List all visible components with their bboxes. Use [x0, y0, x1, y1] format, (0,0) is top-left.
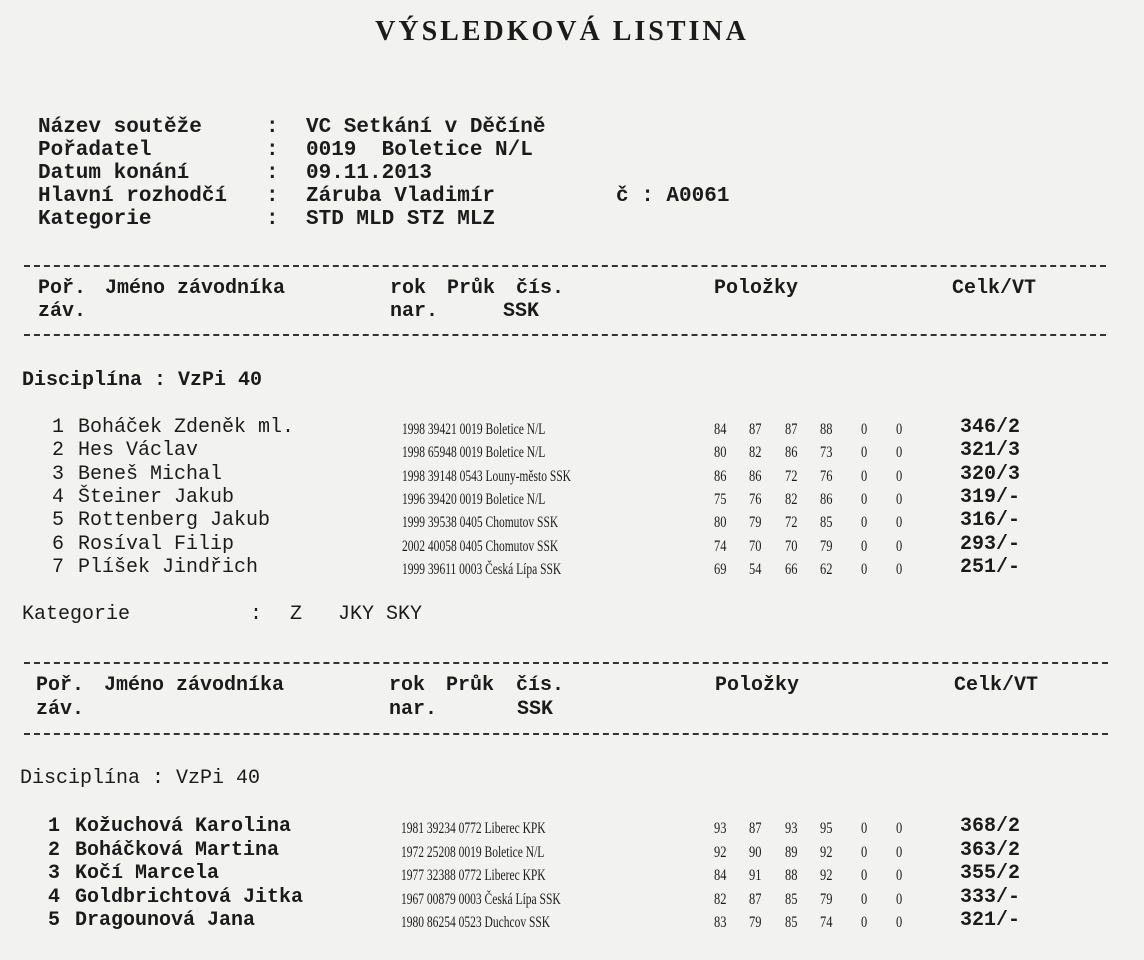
- header-label: Pořadatel: [38, 139, 152, 162]
- score-item: 83: [714, 914, 727, 931]
- score-item: 54: [749, 560, 762, 578]
- score-item: 85: [785, 914, 798, 931]
- score-item: 0: [896, 467, 903, 485]
- col-ssk: SSK: [503, 300, 540, 323]
- total-score: 368/2: [960, 815, 1021, 838]
- document-title: VÝSLEDKOVÁ LISTINA: [375, 16, 749, 47]
- score-item: 0: [896, 514, 903, 532]
- score-item: 79: [820, 890, 833, 908]
- score-item: 87: [749, 421, 762, 438]
- header-value: 09.11.2013: [306, 162, 433, 185]
- score-item: 80: [714, 444, 727, 462]
- score-item: 74: [820, 914, 833, 931]
- col-celk: Celk/VT: [952, 277, 1037, 300]
- competitor-name: Dragounová Jana: [75, 909, 256, 932]
- score-item: 92: [820, 867, 833, 884]
- score-item: 62: [820, 560, 833, 578]
- result-row: [0, 815, 1100, 838]
- col-jmeno: Jméno závodníka: [105, 277, 286, 300]
- col-por: Poř.: [38, 277, 87, 300]
- score-item: 74: [714, 537, 727, 555]
- col-nar: nar.: [389, 698, 438, 721]
- result-row: [0, 556, 1100, 579]
- score-item: 0: [861, 867, 868, 884]
- col-zav: záv.: [38, 300, 87, 323]
- col-celk: Celk/VT: [954, 674, 1039, 697]
- score-item: 70: [749, 537, 762, 555]
- score-item: 0: [861, 537, 868, 555]
- total-score: 363/2: [960, 838, 1021, 862]
- col-por: Poř.: [36, 674, 85, 697]
- score-item: 72: [785, 467, 798, 485]
- competitor-name: Šteiner Jakub: [78, 485, 235, 509]
- result-row: [0, 463, 1100, 486]
- competitor-name: Plíšek Jindřich: [78, 555, 259, 579]
- header-sep: :: [266, 116, 279, 139]
- score-item: 0: [896, 843, 903, 861]
- competitor-name: Boháčková Martina: [75, 838, 280, 862]
- header-label: Datum konání: [38, 162, 190, 185]
- score-item: 82: [749, 444, 762, 462]
- competitor-name: Beneš Michal: [78, 462, 223, 486]
- header-label: Kategorie: [38, 208, 152, 231]
- score-item: 0: [896, 444, 903, 462]
- col-rok: rok: [390, 277, 427, 300]
- rank: 3: [48, 862, 61, 885]
- col-rok: rok: [389, 674, 426, 697]
- competitor-info: 1999 39611 0003 Česká Lípa SSK: [402, 560, 562, 578]
- score-item: 75: [714, 490, 727, 508]
- result-row: [0, 839, 1100, 862]
- discipline-heading: Disciplína : VzPi 40: [20, 767, 261, 790]
- dashed-divider: [24, 334, 1106, 336]
- competitor-name: Hes Václav: [78, 439, 199, 463]
- header-label: Název soutěže: [38, 116, 202, 139]
- score-item: 86: [714, 467, 727, 485]
- score-item: 88: [785, 867, 798, 884]
- col-pruk: Průk: [447, 277, 496, 300]
- score-item: 0: [896, 421, 903, 438]
- rank: 1: [52, 416, 65, 439]
- rank: 4: [48, 885, 61, 909]
- score-item: 86: [749, 467, 762, 485]
- competitor-info: 1998 39421 0019 Boletice N/L: [402, 421, 546, 438]
- total-score: 316/-: [960, 509, 1021, 533]
- score-item: 0: [861, 560, 868, 578]
- rank: 1: [48, 815, 61, 838]
- category-value: Z JKY SKY: [290, 603, 423, 626]
- score-item: 85: [820, 514, 833, 532]
- result-row: [0, 533, 1100, 556]
- score-item: 0: [896, 914, 903, 931]
- score-item: 89: [785, 843, 798, 861]
- score-item: 79: [820, 537, 833, 555]
- competitor-name: Boháček Zdeněk ml.: [78, 416, 295, 439]
- score-item: 92: [820, 843, 833, 861]
- rank: 6: [52, 532, 65, 556]
- dashed-divider: [24, 265, 1106, 267]
- header-sep: :: [266, 162, 279, 185]
- score-item: 0: [896, 560, 903, 578]
- score-item: 88: [820, 421, 833, 438]
- col-polozky: Položky: [714, 277, 799, 300]
- score-item: 72: [785, 514, 798, 532]
- result-row: [0, 416, 1100, 439]
- score-item: 0: [861, 490, 868, 508]
- score-item: 69: [714, 560, 727, 578]
- col-cis: čís.: [516, 277, 565, 300]
- score-item: 86: [785, 444, 798, 462]
- score-item: 80: [714, 514, 727, 532]
- score-item: 0: [861, 514, 868, 532]
- score-item: 73: [820, 444, 833, 462]
- col-cis: čís.: [516, 674, 565, 697]
- header-value: STD MLD STZ MLZ: [306, 208, 496, 231]
- discipline-heading: Disciplína : VzPi 40: [22, 369, 263, 392]
- score-item: 70: [785, 537, 798, 555]
- header-value: VC Setkání v Děčíně: [306, 116, 546, 139]
- score-item: 76: [820, 467, 833, 485]
- score-item: 82: [714, 890, 727, 908]
- competitor-name: Goldbrichtová Jitka: [75, 885, 304, 909]
- col-pruk: Průk: [446, 674, 495, 697]
- score-item: 0: [861, 890, 868, 908]
- score-item: 82: [785, 490, 798, 508]
- score-item: 90: [749, 843, 762, 861]
- score-item: 84: [714, 421, 727, 438]
- competitor-info: 1972 25208 0019 Boletice N/L: [401, 843, 545, 861]
- total-score: 321/3: [960, 439, 1021, 463]
- score-item: 0: [896, 490, 903, 508]
- score-item: 95: [820, 820, 833, 837]
- score-item: 0: [861, 843, 868, 861]
- rank: 4: [52, 485, 65, 509]
- score-item: 87: [785, 421, 798, 438]
- total-score: 333/-: [960, 885, 1021, 909]
- category-label: Kategorie: [22, 603, 131, 626]
- dashed-divider: [24, 733, 1108, 735]
- competitor-info: 1981 39234 0772 Liberec KPK: [401, 820, 546, 837]
- score-item: 0: [861, 421, 868, 438]
- score-item: 92: [714, 843, 727, 861]
- header-sep: :: [266, 139, 279, 162]
- referee-number: č : A0061: [616, 185, 730, 208]
- rank: 2: [48, 838, 61, 862]
- rank: 5: [48, 909, 61, 932]
- col-ssk: SSK: [517, 698, 554, 721]
- competitor-info: 1977 32388 0772 Liberec KPK: [401, 867, 546, 884]
- total-score: 320/3: [960, 462, 1021, 486]
- header-sep: :: [266, 185, 279, 208]
- result-row: [0, 886, 1100, 909]
- competitor-name: Kožuchová Karolina: [75, 815, 292, 838]
- total-score: 319/-: [960, 485, 1021, 509]
- header-label: Hlavní rozhodčí: [38, 185, 228, 208]
- score-item: 0: [861, 444, 868, 462]
- category-sep: :: [250, 603, 263, 626]
- total-score: 293/-: [960, 532, 1021, 556]
- result-row: [0, 909, 1100, 932]
- score-item: 79: [749, 914, 762, 931]
- competitor-name: Kočí Marcela: [75, 862, 220, 885]
- total-score: 355/2: [960, 862, 1021, 885]
- competitor-info: 1998 39148 0543 Louny-město SSK: [402, 467, 571, 485]
- competitor-name: Rosíval Filip: [78, 532, 235, 556]
- result-row: [0, 439, 1100, 462]
- score-item: 79: [749, 514, 762, 532]
- score-item: 87: [749, 820, 762, 837]
- competitor-info: 2002 40058 0405 Chomutov SSK: [402, 537, 559, 555]
- col-polozky: Položky: [715, 674, 800, 697]
- competitor-info: 1980 86254 0523 Duchcov SSK: [401, 914, 551, 931]
- total-score: 346/2: [960, 416, 1021, 439]
- result-row: [0, 509, 1100, 532]
- header-value: 0019 Boletice N/L: [306, 139, 533, 162]
- competitor-info: 1998 65948 0019 Boletice N/L: [402, 444, 546, 462]
- competitor-info: 1967 00879 0003 Česká Lípa SSK: [401, 890, 561, 908]
- score-item: 93: [785, 820, 798, 837]
- score-item: 0: [861, 820, 868, 837]
- dashed-divider: [24, 662, 1108, 664]
- score-item: 66: [785, 560, 798, 578]
- score-item: 87: [749, 890, 762, 908]
- rank: 2: [52, 439, 65, 463]
- score-item: 84: [714, 867, 727, 884]
- competitor-info: 1996 39420 0019 Boletice N/L: [402, 490, 546, 508]
- result-row: [0, 862, 1100, 885]
- competitor-info: 1999 39538 0405 Chomutov SSK: [402, 514, 559, 532]
- score-item: 85: [785, 890, 798, 908]
- total-score: 251/-: [960, 555, 1021, 579]
- header-value: Záruba Vladimír: [306, 185, 496, 208]
- score-item: 0: [896, 890, 903, 908]
- score-item: 0: [861, 914, 868, 931]
- header-sep: :: [266, 208, 279, 231]
- rank: 3: [52, 462, 65, 486]
- score-item: 91: [749, 867, 762, 884]
- score-item: 86: [820, 490, 833, 508]
- col-jmeno: Jméno závodníka: [104, 674, 285, 697]
- score-item: 0: [896, 820, 903, 837]
- result-row: [0, 486, 1100, 509]
- score-item: 76: [749, 490, 762, 508]
- col-zav: záv.: [36, 698, 85, 721]
- rank: 5: [52, 509, 65, 533]
- score-item: 0: [896, 867, 903, 884]
- total-score: 321/-: [960, 909, 1021, 932]
- score-item: 0: [861, 467, 868, 485]
- rank: 7: [52, 555, 65, 579]
- score-item: 93: [714, 820, 727, 837]
- col-nar: nar.: [390, 300, 439, 323]
- competitor-name: Rottenberg Jakub: [78, 509, 271, 533]
- score-item: 0: [896, 537, 903, 555]
